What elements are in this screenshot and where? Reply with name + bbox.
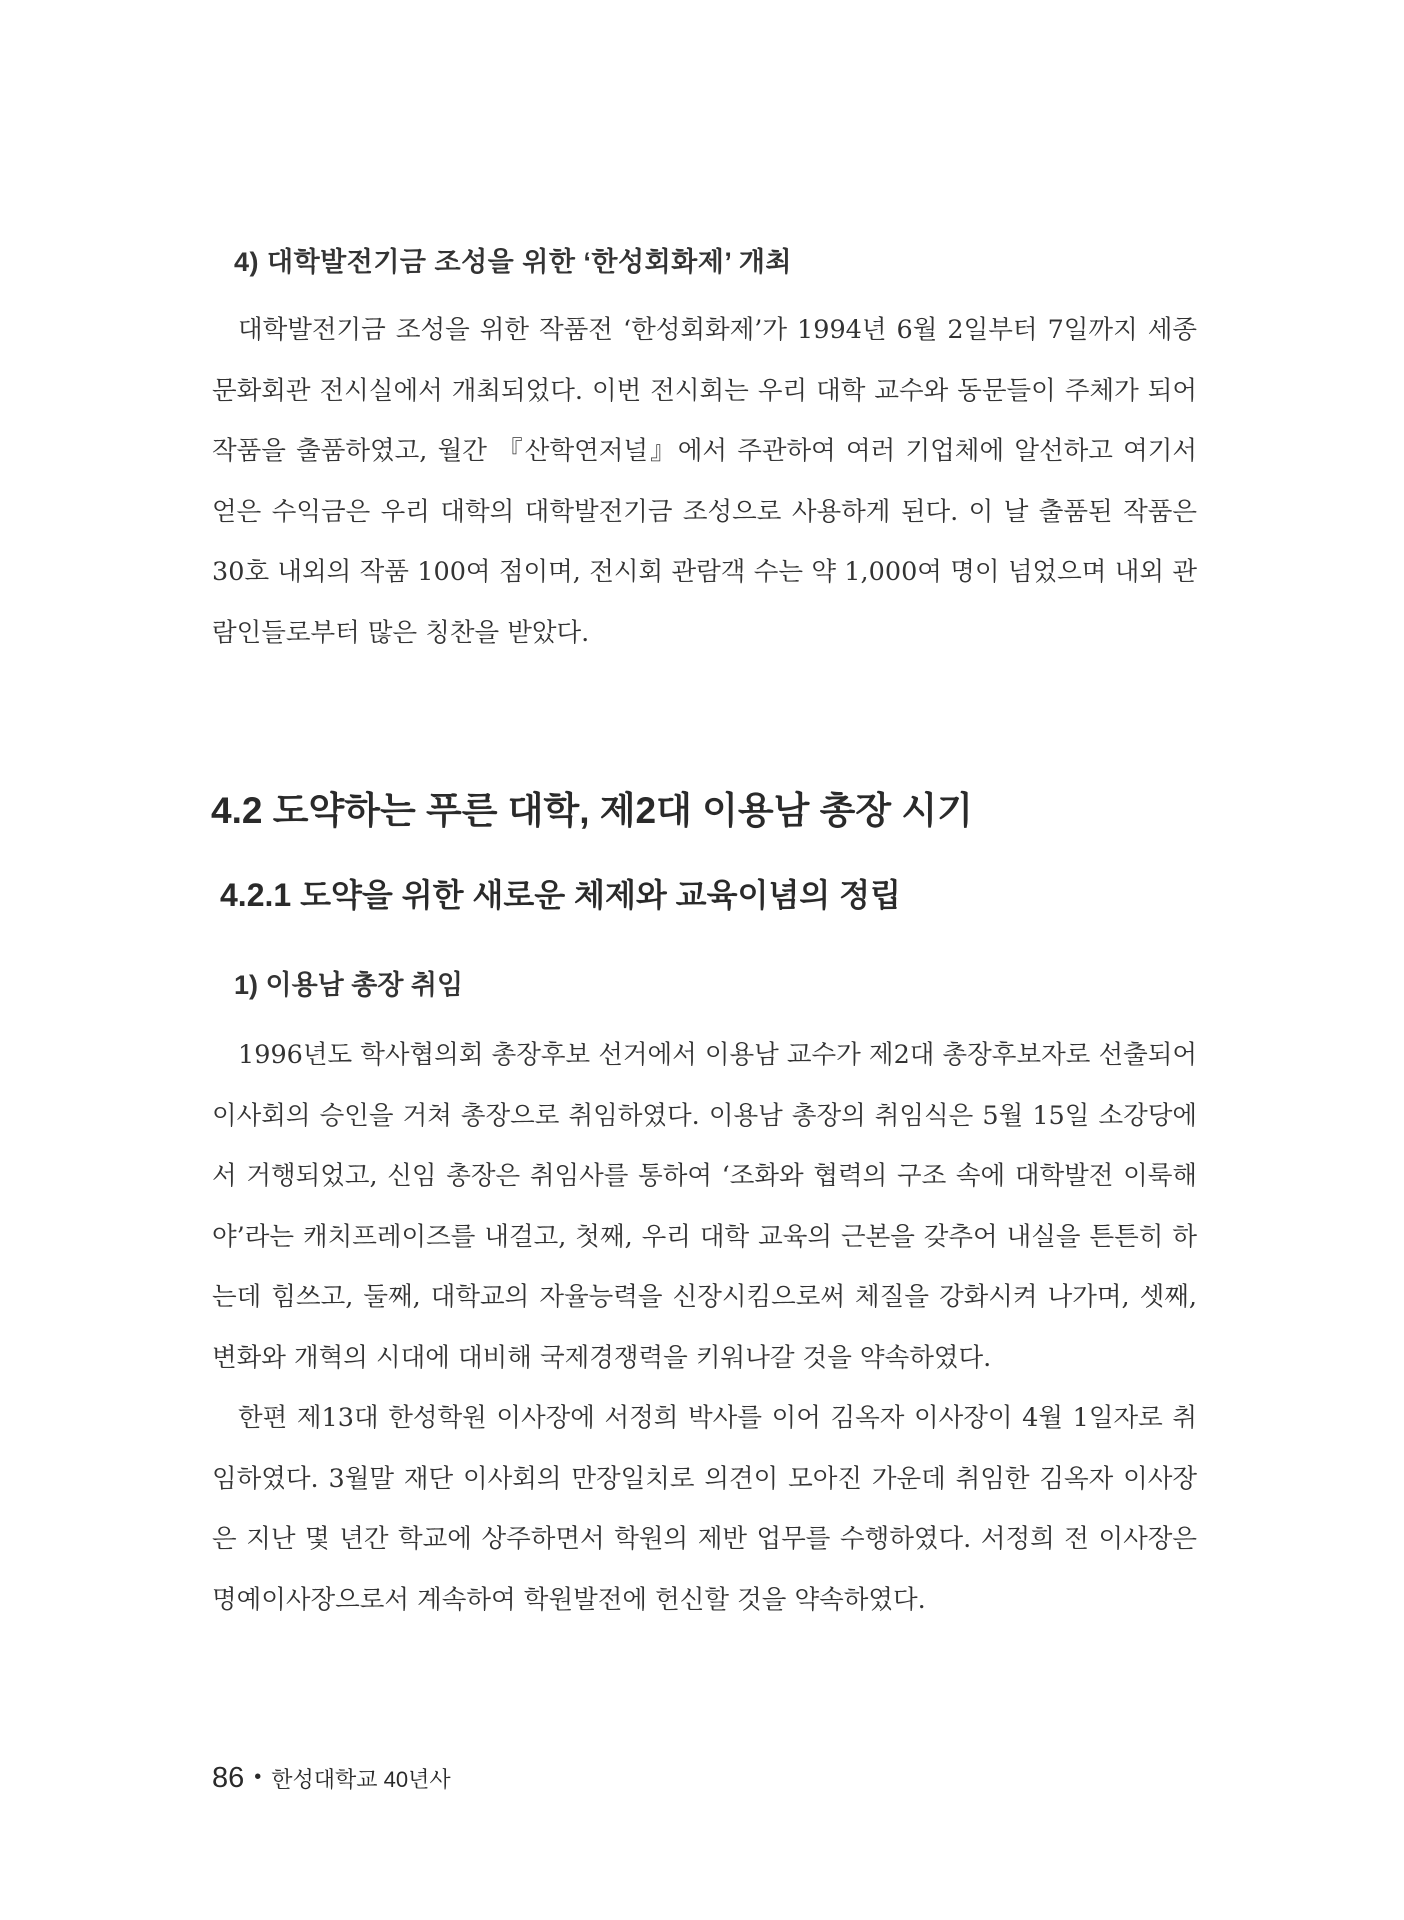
- item-1-heading: 1) 이용남 총장 취임: [234, 970, 464, 1000]
- subsection-heading: 4.2.1 도약을 위한 새로운 체제와 교육이념의 정립: [220, 877, 901, 913]
- page-number: 86: [212, 1762, 245, 1794]
- chapter-heading: 4.2 도약하는 푸른 대학, 제2대 이용남 총장 시기: [211, 790, 973, 831]
- item-1-paragraph-1: 1996년도 학사협의회 총장후보 선거에서 이용남 교수가 제2대 총장후보자로 선출되어 이사회의 승인을 거쳐 총장으로 취임하였다. 이용남 총장의 취임식은 5월 15일 소강당에서 거행되었고, 신임 총장은 취임사를 통하여 ‘조화와 협력의 구조 속에 대학발전 이룩해야’라는 캐치프레이즈를 내걸고, 첫째, 우리 대학 교육의 근본을 갖추어 내실을 튼튼히 하는데 힘쓰고, 둘째, 대학교의 자율능력을 신장시킴으로써 체질을 강화시켜 나가며, 셋째, 변화와 개혁의 시대에 대비해 국제경쟁력을 키워나갈 것을 약속하였다.: [212, 1040, 1198, 1373]
- page-footer: [212, 1762, 451, 1795]
- book-title: 한성대학교 40년사: [271, 1767, 451, 1792]
- footer-separator: •: [254, 1766, 262, 1788]
- section-4-heading: 4) 대학발전기금 조성을 위한 ‘한성회화제’ 개최: [234, 247, 793, 277]
- item-1-paragraph-2: 한편 제13대 한성학원 이사장에 서정희 박사를 이어 김옥자 이사장이 4월 1일자로 취임하였다. 3월말 재단 이사회의 만장일치로 의견이 모아진 가운데 취임한 김옥자 이사장은 지난 몇 년간 학교에 상주하면서 학원의 제반 업무를 수행하였다. 서정희 전 이사장은 명예이사장으로서 계속하여 학원발전에 헌신할 것을 약속하였다.: [212, 1403, 1197, 1615]
- section-4-paragraph: 대학발전기금 조성을 위한 작품전 ‘한성회화제’가 1994년 6월 2일부터 7일까지 세종문화회관 전시실에서 개최되었다. 이번 전시회는 우리 대학 교수와 동문들이 주체가 되어 작품을 출품하였고, 월간 『산학연저널』에서 주관하여 여러 기업체에 알선하고 여기서 얻은 수익금은 우리 대학의 대학발전기금 조성으로 사용하게 된다. 이 날 출품된 작품은 30호 내외의 작품 100여 점이며, 전시회 관람객 수는 약 1,000여 명이 넘었으며 내외 관람인들로부터 많은 칭찬을 받았다.: [212, 315, 1197, 648]
